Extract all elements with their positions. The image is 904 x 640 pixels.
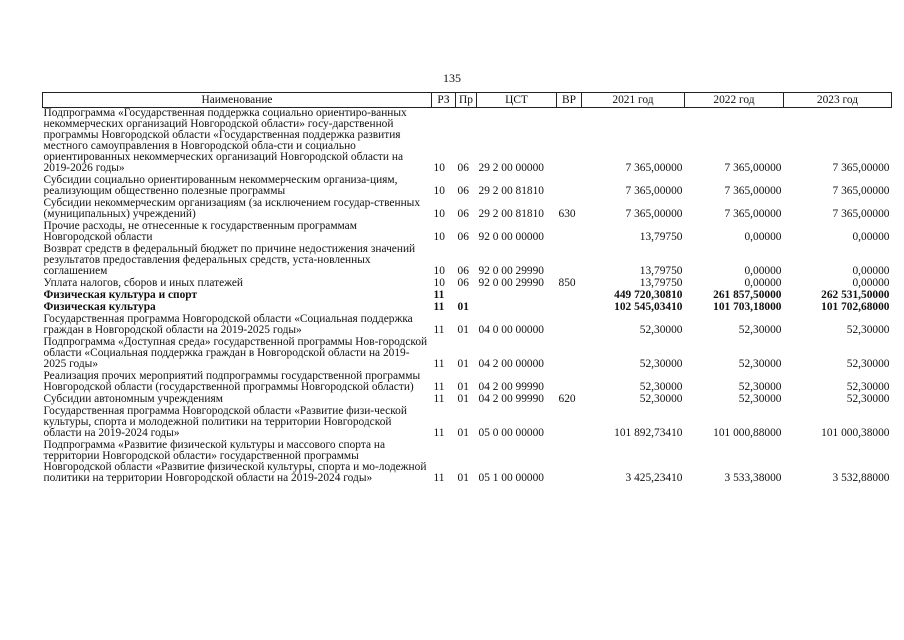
cell-rz: 11: [433, 358, 445, 370]
header-2022: 2022 год: [685, 93, 784, 108]
header-2023: 2023 год: [784, 93, 892, 108]
cell-vr: [557, 371, 582, 394]
cell-2022: 52,30000: [738, 358, 782, 370]
cell-rz: 11: [433, 472, 445, 484]
cell-rz: 11: [433, 324, 445, 336]
cell-2022: 3 533,38000: [724, 472, 782, 484]
cell-pr: 01: [457, 324, 469, 336]
cell-rz: 11: [433, 393, 445, 405]
header-name: Наименование: [43, 93, 432, 108]
cell-pr: 06: [457, 231, 469, 243]
table-row: [43, 406, 892, 440]
cell-pr: 01: [457, 427, 469, 439]
cell-cst: [477, 290, 557, 302]
cell-cst: 29 2 00 81810: [478, 208, 544, 220]
cell-vr: [557, 108, 582, 176]
header-pr: Пр: [456, 93, 477, 108]
cell-2023: 7 365,00000: [832, 185, 890, 197]
cell-vr: 630: [558, 208, 576, 220]
cell-name: Уплата налогов, сборов и иных платежей: [43, 277, 243, 289]
cell-2022: 7 365,00000: [724, 208, 782, 220]
cell-2023: 52,30000: [846, 381, 890, 393]
cell-2021: 3 425,23410: [625, 472, 683, 484]
cell-name: Государственная программа Новгородской области «Социальная поддержка граждан в Новгородской области на 2019-2025 годы»: [43, 313, 413, 336]
cell-cst: 92 0 00 29990: [478, 277, 544, 289]
cell-rz: 11: [433, 381, 445, 393]
cell-2021: 52,30000: [639, 393, 683, 405]
cell-rz: 10: [433, 277, 445, 289]
cell-rz: 10: [433, 265, 445, 277]
cell-2022: 52,30000: [738, 324, 782, 336]
cell-rz: 10: [433, 208, 445, 220]
cell-2021: 13,79750: [639, 231, 683, 243]
cell-2022: 52,30000: [738, 393, 782, 405]
cell-name: Подпрограмма «Доступная среда» государственной программы Нов-городской области «Социальная поддержка граждан в Новгородской области на 2019-2025 годы»: [43, 336, 428, 370]
cell-vr: [557, 175, 582, 198]
cell-name: Подпрограмма «Развитие физической культуры и массового спорта на территории Новгородской области» государственной программы Новгородской области «Развитие физической культуры, спорта и мо-лодежной политики на территории Новгородской области на 2019-2024 годы»: [43, 439, 427, 484]
table-row: [43, 221, 892, 244]
cell-2023: 101 000,38000: [821, 427, 890, 439]
cell-2023: 52,30000: [846, 393, 890, 405]
cell-vr: 620: [558, 393, 576, 405]
cell-2022: 261 857,50000: [713, 289, 782, 301]
cell-rz: 10: [433, 185, 445, 197]
cell-cst: 05 0 00 00000: [478, 427, 544, 439]
cell-2021: 7 365,00000: [625, 208, 683, 220]
cell-2022: 0,00000: [744, 231, 782, 243]
cell-2021: 52,30000: [639, 381, 683, 393]
cell-cst: 92 0 00 29990: [478, 265, 544, 277]
cell-pr: 06: [457, 265, 469, 277]
cell-2022: 101 703,18000: [713, 301, 782, 313]
cell-rz: 10: [433, 231, 445, 243]
header-2021: 2021 год: [582, 93, 685, 108]
cell-2021: 449 720,30810: [614, 289, 683, 301]
cell-name: Государственная программа Новгородской области «Развитие физи-ческой культуры, спорта и молодежной политики на территории Новгородской области на 2019-2024 годы»: [43, 405, 407, 439]
table-row: [43, 314, 892, 337]
cell-2022: 7 365,00000: [724, 162, 782, 174]
table-row: [43, 244, 892, 278]
cell-cst: 29 2 00 00000: [478, 162, 544, 174]
cell-2021: 13,79750: [639, 277, 683, 289]
cell-cst: 04 2 00 99990: [478, 381, 544, 393]
cell-pr: 06: [457, 185, 469, 197]
cell-pr: 01: [457, 358, 469, 370]
cell-vr: [557, 244, 582, 278]
cell-pr: 01: [457, 381, 469, 393]
cell-2021: 7 365,00000: [625, 162, 683, 174]
table-row: [43, 440, 892, 485]
cell-vr: [557, 302, 582, 314]
table-row: [43, 108, 892, 176]
cell-pr: 06: [457, 277, 469, 289]
cell-pr: 01: [457, 472, 469, 484]
cell-pr: 01: [457, 301, 469, 313]
cell-2023: 7 365,00000: [832, 208, 890, 220]
table-row: [43, 337, 892, 371]
cell-rz: 11: [433, 301, 445, 313]
cell-2021: 101 892,73410: [614, 427, 683, 439]
cell-vr: 850: [558, 277, 576, 289]
cell-name: Субсидии некоммерческим организациям (за исключением государ-ственных (муниципальных) учреждений): [43, 197, 421, 220]
cell-cst: 92 0 00 00000: [478, 231, 544, 243]
cell-cst: 04 2 00 99990: [478, 393, 544, 405]
cell-rz: 10: [433, 162, 445, 174]
table-row: [43, 175, 892, 198]
header-rz: РЗ: [432, 93, 456, 108]
table-row: [43, 371, 892, 394]
table-body: [43, 108, 892, 486]
cell-2021: 7 365,00000: [625, 185, 683, 197]
cell-2022: 0,00000: [744, 277, 782, 289]
budget-table: [42, 92, 892, 485]
cell-vr: [557, 314, 582, 337]
cell-pr: 01: [457, 393, 469, 405]
cell-2022: 101 000,88000: [713, 427, 782, 439]
cell-vr: [557, 337, 582, 371]
cell-2023: 101 702,68000: [821, 301, 890, 313]
cell-rz: 11: [433, 427, 445, 439]
cell-cst: [477, 302, 557, 314]
cell-rz: 11: [433, 289, 445, 301]
cell-2022: 0,00000: [744, 265, 782, 277]
cell-2023: 3 532,88000: [832, 472, 890, 484]
cell-pr: 06: [457, 162, 469, 174]
cell-name: Возврат средств в федеральный бюджет по причине недостижения значений результатов предоставления федеральных средств, уста-новленных соглашением: [43, 243, 416, 277]
page-number: 135: [443, 71, 461, 85]
cell-name: Реализация прочих мероприятий подпрограммы государственной программы Новгородской области (государственной программы Новгородской области): [43, 370, 421, 393]
cell-cst: 29 2 00 81810: [478, 185, 544, 197]
cell-2022: 7 365,00000: [724, 185, 782, 197]
table-header: [43, 93, 892, 108]
cell-2023: 0,00000: [852, 277, 890, 289]
cell-2022: 52,30000: [738, 381, 782, 393]
cell-2023: 262 531,50000: [821, 289, 890, 301]
cell-name: Подпрограмма «Государственная поддержка социально ориентиро-ванных некоммерческих организаций Новгородской области» госу-дарственной программы Новгородской области «Государственная поддержка развития местного самоуправления в Новгородской обла-сти и социально ориентированных некоммерческих организаций Новгородской области на 2019-2026 годы»: [43, 107, 407, 174]
cell-vr: [557, 440, 582, 485]
cell-vr: [557, 290, 582, 302]
cell-name: Субсидии социально ориентированным некоммерческим организа-циям, реализующим общественно полезные программы: [43, 174, 398, 197]
cell-2023: 0,00000: [852, 265, 890, 277]
cell-pr: 06: [457, 208, 469, 220]
cell-vr: [557, 221, 582, 244]
cell-cst: 04 0 00 00000: [478, 324, 544, 336]
cell-name: Физическая культура и спорт: [43, 289, 198, 301]
header-cst: ЦСТ: [477, 93, 557, 108]
cell-2023: 0,00000: [852, 231, 890, 243]
cell-2021: 102 545,03410: [614, 301, 683, 313]
cell-2021: 52,30000: [639, 324, 683, 336]
table-row: [43, 198, 892, 221]
header-row: [43, 93, 892, 108]
cell-vr: [557, 406, 582, 440]
cell-2021: 52,30000: [639, 358, 683, 370]
cell-2023: 52,30000: [846, 324, 890, 336]
cell-2023: 7 365,00000: [832, 162, 890, 174]
cell-name: Прочие расходы, не отнесенные к государственным программам Новгородской области: [43, 220, 357, 243]
cell-name: Субсидии автономным учреждениям: [43, 393, 223, 405]
cell-2021: 13,79750: [639, 265, 683, 277]
cell-name: Физическая культура: [43, 301, 156, 313]
header-vr: ВР: [557, 93, 582, 108]
cell-cst: 04 2 00 00000: [478, 358, 544, 370]
cell-2023: 52,30000: [846, 358, 890, 370]
cell-cst: 05 1 00 00000: [478, 472, 544, 484]
